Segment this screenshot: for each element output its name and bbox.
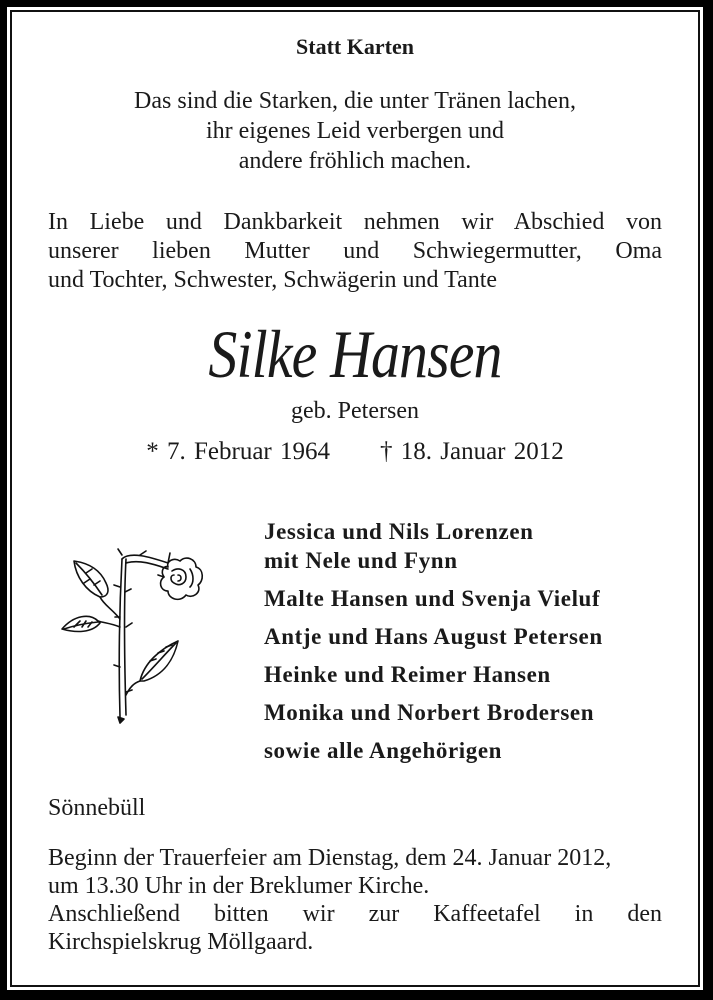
intro-paragraph [48, 208, 662, 295]
intro-line: In Liebe und Dankbarkeit nehmen wir Abschied von [48, 209, 662, 235]
mourner-line: Heinke und Reimer Hansen [264, 662, 551, 687]
poem-line: Das sind die Starken, die unter Tränen lachen, [134, 88, 576, 114]
life-dates [12, 438, 698, 466]
deceased-name: Silke Hansen [208, 316, 502, 392]
mourner-line: sowie alle Angehörigen [264, 738, 503, 763]
mourners-list [264, 517, 603, 765]
mourner-line: Monika und Norbert Brodersen [264, 700, 595, 725]
death-date: † 18. Januar 2012 [380, 438, 564, 465]
obituary-notice [12, 12, 698, 985]
poem-line: ihr eigenes Leid verbergen und [205, 118, 505, 144]
intro-line: und Tochter, Schwester, Schwägerin und Tante [48, 267, 498, 293]
mourner-line: Malte Hansen und Svenja Vieluf [264, 586, 601, 611]
service-line: um 13.30 Uhr in der Breklumer Kirche. [48, 873, 430, 899]
header-title: Statt Karten [296, 34, 414, 59]
inner-frame [10, 10, 700, 987]
maiden-name: geb. Petersen [291, 398, 419, 424]
mourner-line: Antje und Hans August Petersen [264, 624, 603, 649]
mourner-line: Jessica und Nils Lorenzen [264, 519, 534, 544]
birth-date: * 7. Februar 1964 [146, 438, 330, 465]
poem [12, 86, 698, 176]
poem-line: andere fröhlich machen. [238, 148, 472, 174]
service-line: Beginn der Trauerfeier am Dienstag, dem 24. Januar 2012, [48, 845, 612, 871]
intro-line: unserer lieben Mutter und Schwiegermutter, Oma [48, 238, 662, 264]
mourner-line: mit Nele und Fynn [264, 548, 458, 573]
service-line: Kirchspielskrug Möllgaard. [48, 929, 314, 955]
outer-frame [7, 7, 703, 990]
service-info [48, 844, 662, 956]
rose-icon [60, 547, 210, 727]
place-name: Sönnebüll [48, 795, 146, 821]
service-line: Anschließend bitten wir zur Kaffeetafel in den [48, 901, 662, 927]
